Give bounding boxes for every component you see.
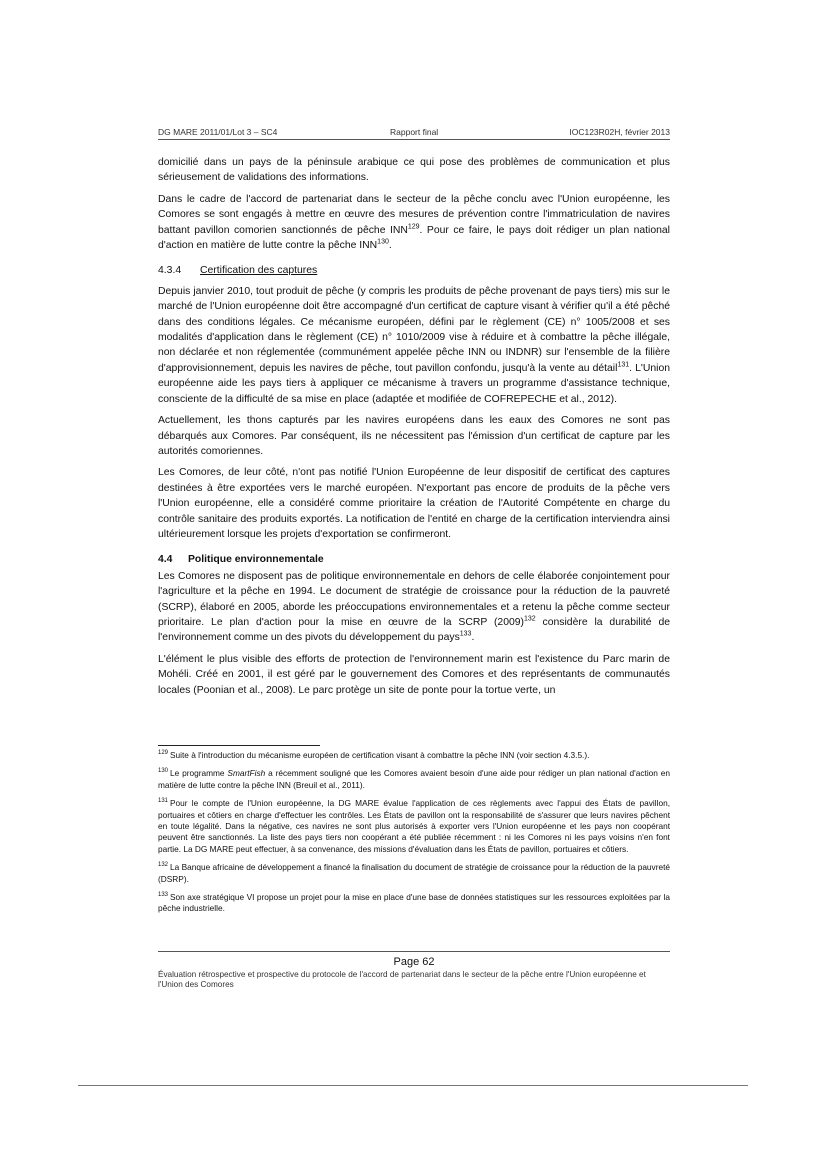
section-number: 4.3.4 — [158, 265, 182, 277]
paragraph: L'élément le plus visible des efforts de protection de l'environnement marin est l'existence du Parc marin de Mohéli. Créé en 2001, il est géré par le gouvernement des Comores et des représentants de communautés locales (Poonian et al., 2008). Le parc protège un site de ponte pour la tortue verte, un — [158, 653, 670, 696]
main-text — [158, 155, 670, 704]
header-document-id: IOC123R02H, février 2013 — [569, 127, 670, 137]
paragraph: Les Comores, de leur côté, n'ont pas notifié l'Union Européenne de leur dispositif de certificat des captures destinées à être exportées vers le marché européen. N'exportant pas encore de produits de la pêche vers l'Union européenne, elle a considéré comme prioritaire la création de l'Autorité Compétente en charge du contrôle sanitaire des produits exportés. La notification de l'entité en charge de la certification interviendra ainsi ultérieurement lorsque les projets d'exportation se confirmeront. — [158, 467, 670, 540]
footnote: $^{133}$ Son axe stratégique VI propose un projet pour la mise en place d'une base de données statistiques sur les ressources exploitées par la pêche industrielle. — [158, 892, 670, 914]
section-title: Certification des captures — [200, 265, 318, 277]
page-number: Page 62 — [393, 956, 435, 968]
header-reference: DG MARE 2011/01/Lot 3 – SC4 — [158, 127, 278, 137]
footnote: $^{130}$ Le programme SmartFish a récemment souligné que les Comores avaient besoin d'une aide pour rédiger un plan national d'action en matière de lutte contre la pêche INN (Breuil et al., 2011). — [158, 768, 670, 790]
footnote: $^{131}$ Pour le compte de l'Union européenne, la DG MARE évalue l'application de ces règlements avec l'appui des États de pavillon, portuaires et côtiers en charge d'effectuer les contrôles. Les États de pavillon ont la responsabilité de s'assurer que leurs navires pêchent en toute légalité. Dans la négative, ces navires ne sont plus autorisés à exporter vers l'Union européenne et les pays non coopérant peuvent être sanctionnés. La liste des pays tiers non coopérant a été publiée récemment : ni les Comores ni les pays voisins n'en font partie. La DG MARE peut effectuer, à sa convenance, des missions d'évaluation dans les États de pavillon, portuaires et côtiers. — [158, 798, 670, 854]
footnote-separator — [158, 745, 320, 746]
paragraph: Depuis janvier 2010, tout produit de pêche (y compris les produits de pêche provenant de pays tiers) mis sur le marché de l'Union européenne doit être accompagné d'un certificat de capture visant à vérifier qu'il a été pêché dans des conditions légales. Ce mécanisme européen, défini par le règlement (CE) n° 1005/2008 et ses modalités d'application dans le règlement (CE) n° 1010/2009 vise à réduire et à combattre la pêche illégale, non déclarée et non réglementée (communément appelée pêche INN ou INDNR) sur l'ensemble de la filière d'approvisionnement, depuis les navires de pêche, tout pavillon confondu, jusqu'à la vente au détail$^{131}$. L'Union européenne aide les pays tiers à appliquer ce mécanisme à travers un programme d'assistance technique, consciente de la difficulté de sa mise en place (adaptée et modifiée de COFREPECHE et al., 2012). — [158, 285, 671, 405]
paragraph: Actuellement, les thons capturés par les navires européens dans les eaux des Comores ne sont pas débarqués aux Comores. Par conséquent, ils ne nécessitent pas l'émission d'un certificat de capture par les autorités comoriennes. — [158, 415, 670, 457]
footnote: $^{129}$ Suite à l'introduction du mécanisme européen de certification visant à combattre la pêche INN (voir section 4.3.5.). — [158, 750, 590, 760]
footnote-ref[interactable]: 131 — [617, 361, 630, 369]
header-report-type: Rapport final — [390, 127, 439, 137]
footnote-ref[interactable]: 132 — [524, 615, 536, 623]
page-footer — [158, 951, 670, 991]
footnote-ref[interactable]: 133 — [459, 630, 472, 638]
footnote-ref[interactable]: 129 — [407, 223, 420, 231]
program-name: SmartFish — [227, 768, 266, 779]
running-header — [158, 127, 670, 140]
page-bottom-rule — [78, 1085, 748, 1086]
section-title: Politique environnementale — [188, 554, 324, 566]
paragraph: Dans le cadre de l'accord de partenariat dans le secteur de la pêche conclu avec l'Union européenne, les Comores se sont engagés à mettre en œuvre des mesures de prévention contre l'immatriculation de navires battant pavillon comorien sanctionnés de pêche INN$^{129}$. Pour ce faire, le pays doit rédiger un plan national d'action en matière de lutte contre la pêche INN$^{130}$. — [158, 193, 670, 252]
section-number: 4.4 — [158, 554, 173, 566]
section-heading-4-3-4 — [158, 263, 670, 278]
footnote-ref[interactable]: 130 — [377, 238, 389, 246]
footnotes — [158, 750, 670, 922]
paragraph: Les Comores ne disposent pas de politique environnementale en dehors de celle élaborée conjointement pour l'agriculture et la pêche en 1994. Le document de stratégie de croissance pour la réduction de la pauvreté (SCRP), élaboré en 2005, aborde les préoccupations environnementales et a retenu la pêche comme secteur prioritaire. Le plan d'action pour la mise en œuvre de la SCRP $(2009)^{132}$ considère la durabilité de l'environnement comme un des pivots du développement du pays$^{133}$. — [158, 570, 670, 644]
section-heading-4-4 — [158, 552, 670, 567]
footnote: $^{132}$ La Banque africaine de développement a financé la finalisation du document de stratégie de croissance pour la réduction de la pauvreté (DSRP). — [158, 862, 670, 884]
footer-title: Évaluation rétrospective et prospective du protocole de l'accord de partenariat dans le secteur de la pêche entre l'Union européenne et l'Union des Comores — [158, 970, 646, 990]
paragraph: domicilié dans un pays de la péninsule arabique ce qui pose des problèmes de communication et plus sérieusement de validations des informations. — [158, 157, 670, 184]
